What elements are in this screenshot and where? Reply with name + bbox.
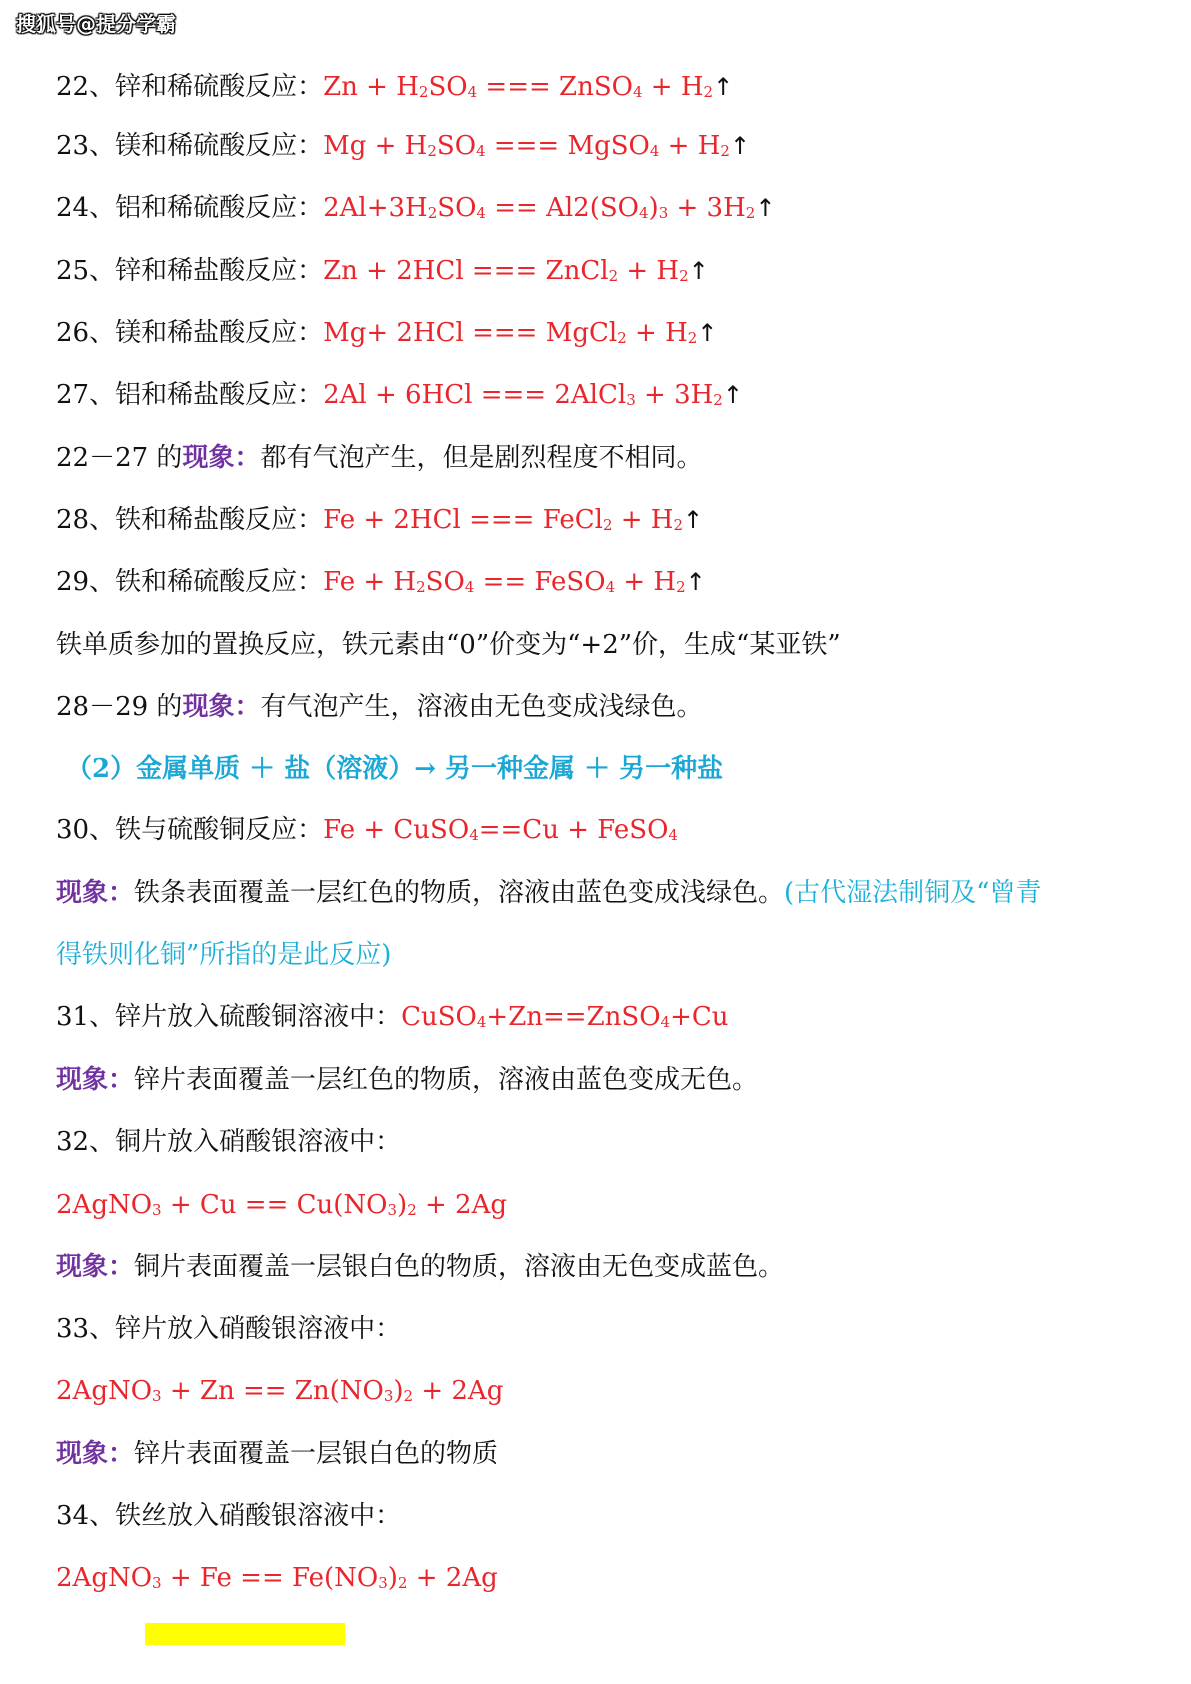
reaction-label: 25、锌和稀盐酸反应： [56,256,324,286]
gas-arrow-icon: ↑ [755,194,776,222]
equation: $Zn + H_2SO_4$ === ZnSO$_4$ + $H_2$ [323,72,714,102]
reaction-26 [56,315,717,351]
gas-arrow-icon: ↑ [685,568,706,596]
equation: Fe + CuSO$_4$==Cu + FeSO$_4$ [323,815,678,845]
reaction-34-label: 34、铁丝放入硝酸银溶液中： [56,1501,402,1531]
phenomenon-label: 现象： [56,1252,135,1282]
reaction-32-label: 32、铜片放入硝酸银溶液中： [56,1127,402,1157]
gas-arrow-icon: ↑ [688,257,709,285]
phenomenon-label: 现象： [56,1439,135,1469]
reaction-label: 29、铁和稀硫酸反应： [56,567,324,597]
section-title: （2）金属单质 ＋ 盐（溶液）→ 另一种金属 ＋ 另一种盐 [66,754,724,784]
phenomenon-label: 现象： [182,692,261,722]
equation: CuSO$_4$+Zn==ZnSO$_4$+Cu [401,1002,729,1032]
reaction-label: 28、铁和稀盐酸反应： [56,505,324,535]
phenomenon-28-29: 28－29 的现象：有气泡产生，溶液由无色变成浅绿色。 [56,692,703,722]
gas-arrow-icon: ↑ [722,381,743,409]
phenomenon-33: 现象：锌片表面覆盖一层银白色的物质 [56,1439,499,1469]
equation: Zn + 2HCl === ZnCl$_2$ + $H_2$ [323,256,689,286]
history-note-cont: 得铁则化铜”所指的是此反应) [56,940,392,970]
reaction-label: 26、镁和稀盐酸反应： [56,318,324,348]
gas-arrow-icon: ↑ [697,319,718,347]
reaction-23 [56,128,750,164]
equation: $Fe + H_2SO_4$ == FeSO$_4$ + $H_2$ [323,567,686,597]
equation: Mg+ 2HCl === MgCl$_2$ + $H_2$ [323,318,698,348]
equation-33: 2AgNO$_3$ + $Zn == Zn(NO_3)_2 + 2Ag$ [56,1376,504,1406]
reaction-label: 23、镁和稀硫酸反应： [56,131,324,161]
reaction-24 [56,190,775,226]
gas-arrow-icon: ↑ [729,132,751,160]
phenomenon-label: 现象： [56,1065,135,1095]
yellow-highlight-mark [145,1623,345,1645]
phenomenon-32: 现象：铜片表面覆盖一层银白色的物质，溶液由无色变成蓝色。 [56,1252,785,1282]
reaction-label: 22、锌和稀硫酸反应： [56,72,324,102]
phenomenon-22-27: 22－27 的现象：都有气泡产生，但是剧烈程度不相同。 [56,443,703,473]
equation-34: 2AgNO$_3$ + $Fe == Fe(NO_3)_2 + 2Ag$ [56,1563,498,1593]
reaction-27 [56,377,743,413]
reaction-label: 30、铁与硫酸铜反应： [56,815,324,845]
equation: Fe + 2HCl === FeCl$_2$ + $H_2$ [323,505,684,535]
phenomenon-label: 现象： [182,443,261,473]
reaction-25 [56,253,709,289]
reaction-label: 27、铝和稀盐酸反应： [56,380,324,410]
reaction-29 [56,564,706,600]
equation: 2Al + 6HCl === 2AlCl$_3$ + $3H_2$ [323,380,723,410]
gas-arrow-icon: ↑ [683,506,704,534]
reaction-label: 24、铝和稀硫酸反应： [56,193,324,223]
watermark-text: 搜狐号@提分学霸 [16,12,176,36]
phenomenon-label: 现象： [56,878,135,908]
equation-32: 2AgNO$_3$ + $Cu == Cu(NO_3)_2 + 2Ag$ [56,1190,508,1220]
reaction-28 [56,502,703,538]
reaction-22 [56,69,733,105]
iron-note: 铁单质参加的置换反应，铁元素由“0”价变为“+2”价，生成“某亚铁” [56,630,841,660]
reaction-31 [56,999,729,1035]
reaction-label: 31、锌片放入硫酸铜溶液中： [56,1002,402,1032]
phenomenon-30: 现象：铁条表面覆盖一层红色的物质，溶液由蓝色变成浅绿色。(古代湿法制铜及“曾青 [56,878,1042,908]
history-note: (古代湿法制铜及“曾青 [784,878,1042,908]
equation: $2Al+3H_2SO_4 == Al2(SO_4)_3 + 3H_2$ [323,193,756,223]
reaction-30 [56,812,678,848]
phenomenon-31: 现象：锌片表面覆盖一层红色的物质，溶液由蓝色变成无色。 [56,1065,759,1095]
equation: $Mg + H_2SO_4$ === MgSO$_4$ + $H_2$ [323,131,730,161]
reaction-33-label: 33、锌片放入硝酸银溶液中： [56,1314,402,1344]
gas-arrow-icon: ↑ [713,73,734,101]
